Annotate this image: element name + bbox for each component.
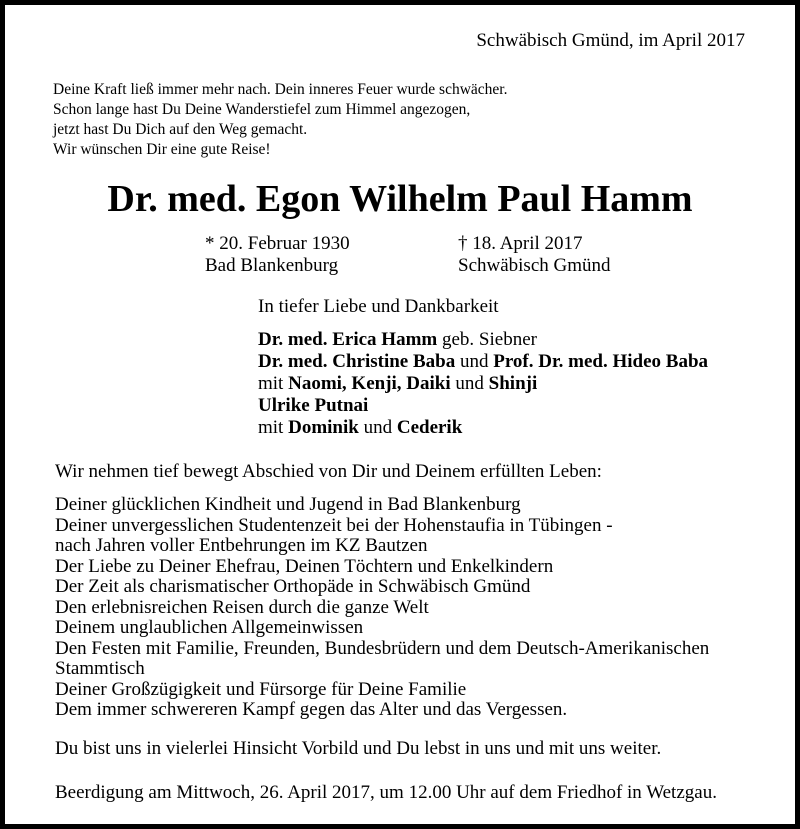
mourner-connector: und bbox=[450, 373, 489, 394]
memory-line: Stammtisch bbox=[55, 658, 145, 679]
poem-line: jetzt hast Du Dich auf den Weg gemacht. bbox=[53, 121, 308, 138]
deceased-name: Dr. med. Egon Wilhelm Paul Hamm bbox=[107, 178, 693, 220]
poem bbox=[53, 80, 508, 160]
poem-line: Deine Kraft ließ immer mehr nach. Dein inneres Feuer wurde schwächer. bbox=[53, 81, 508, 98]
mourner-line bbox=[258, 329, 708, 351]
mourners-block bbox=[258, 296, 708, 439]
mourner-connector: und bbox=[358, 417, 397, 438]
memory-line: nach Jahren voller Entbehrungen im KZ Bautzen bbox=[55, 535, 428, 556]
memory-line: Deiner Großzügigkeit und Fürsorge für Deine Familie bbox=[55, 678, 467, 700]
death-date: † 18. April 2017 bbox=[458, 233, 583, 254]
mourner-name: Dominik bbox=[288, 417, 359, 438]
closing-sentence: Du bist uns in vielerlei Hinsicht Vorbild und Du lebst in uns und mit uns weiter. bbox=[55, 738, 662, 759]
poem-line: Schon lange hast Du Deine Wanderstiefel zum Himmel angezogen, bbox=[53, 101, 471, 118]
memories-list bbox=[55, 495, 709, 721]
memory-line: Den erlebnisreichen Reisen durch die ganze Welt bbox=[55, 596, 429, 618]
mourner-name: Dr. med. Erica Hamm bbox=[258, 329, 438, 350]
memory-line: Deiner glücklichen Kindheit und Jugend in Bad Blankenburg bbox=[55, 494, 521, 515]
mourner-name: Cederik bbox=[396, 417, 463, 438]
death-place: Schwäbisch Gmünd bbox=[458, 255, 611, 276]
mourner-name: Ulrike Putnai bbox=[258, 395, 369, 416]
mourner-connector: und bbox=[455, 351, 494, 372]
mourner-line bbox=[258, 373, 708, 395]
birth-info bbox=[205, 233, 350, 277]
mourner-name: Dr. med. Christine Baba bbox=[258, 351, 456, 372]
farewell-intro: Wir nehmen tief bewegt Abschied von Dir und Deinem erfüllten Leben: bbox=[55, 461, 602, 482]
mourners-intro: In tiefer Liebe und Dankbarkeit bbox=[258, 296, 499, 317]
mourner-prefix: mit bbox=[258, 373, 289, 394]
memory-line: Den Festen mit Familie, Freunden, Bundesbrüdern und dem Deutsch-Amerikanischen bbox=[55, 637, 710, 659]
memory-line: Der Zeit als charismatischer Orthopäde in Schwäbisch Gmünd bbox=[55, 576, 531, 597]
memory-line: Der Liebe zu Deiner Ehefrau, Deinen Töchtern und Enkelkindern bbox=[55, 555, 554, 577]
mourner-name: Shinji bbox=[488, 373, 538, 394]
mourner-line bbox=[258, 395, 708, 417]
memory-line: Deiner unvergesslichen Studentenzeit bei der Hohenstaufia in Tübingen - bbox=[55, 514, 613, 536]
death-info bbox=[458, 233, 611, 277]
mourner-line bbox=[258, 351, 708, 373]
poem-line: Wir wünschen Dir eine gute Reise! bbox=[53, 141, 271, 158]
mourner-name: Prof. Dr. med. Hideo Baba bbox=[493, 351, 709, 372]
mourner-suffix: geb. Siebner bbox=[437, 329, 537, 350]
mourner-prefix: mit bbox=[258, 417, 289, 438]
funeral-info: Beerdigung am Mittwoch, 26. April 2017, um 12.00 Uhr auf dem Friedhof in Wetzgau. bbox=[55, 782, 717, 803]
memory-line: Deinem unglaublichen Allgemeinwissen bbox=[55, 617, 364, 638]
mourner-line bbox=[258, 417, 708, 439]
mourner-name: Naomi, Kenji, Daiki bbox=[288, 373, 451, 394]
birth-date: * 20. Februar 1930 bbox=[205, 233, 350, 254]
memory-line: Dem immer schwereren Kampf gegen das Alter und das Vergessen. bbox=[55, 699, 568, 720]
place-date: Schwäbisch Gmünd, im April 2017 bbox=[476, 30, 745, 51]
birth-place: Bad Blankenburg bbox=[205, 255, 339, 276]
